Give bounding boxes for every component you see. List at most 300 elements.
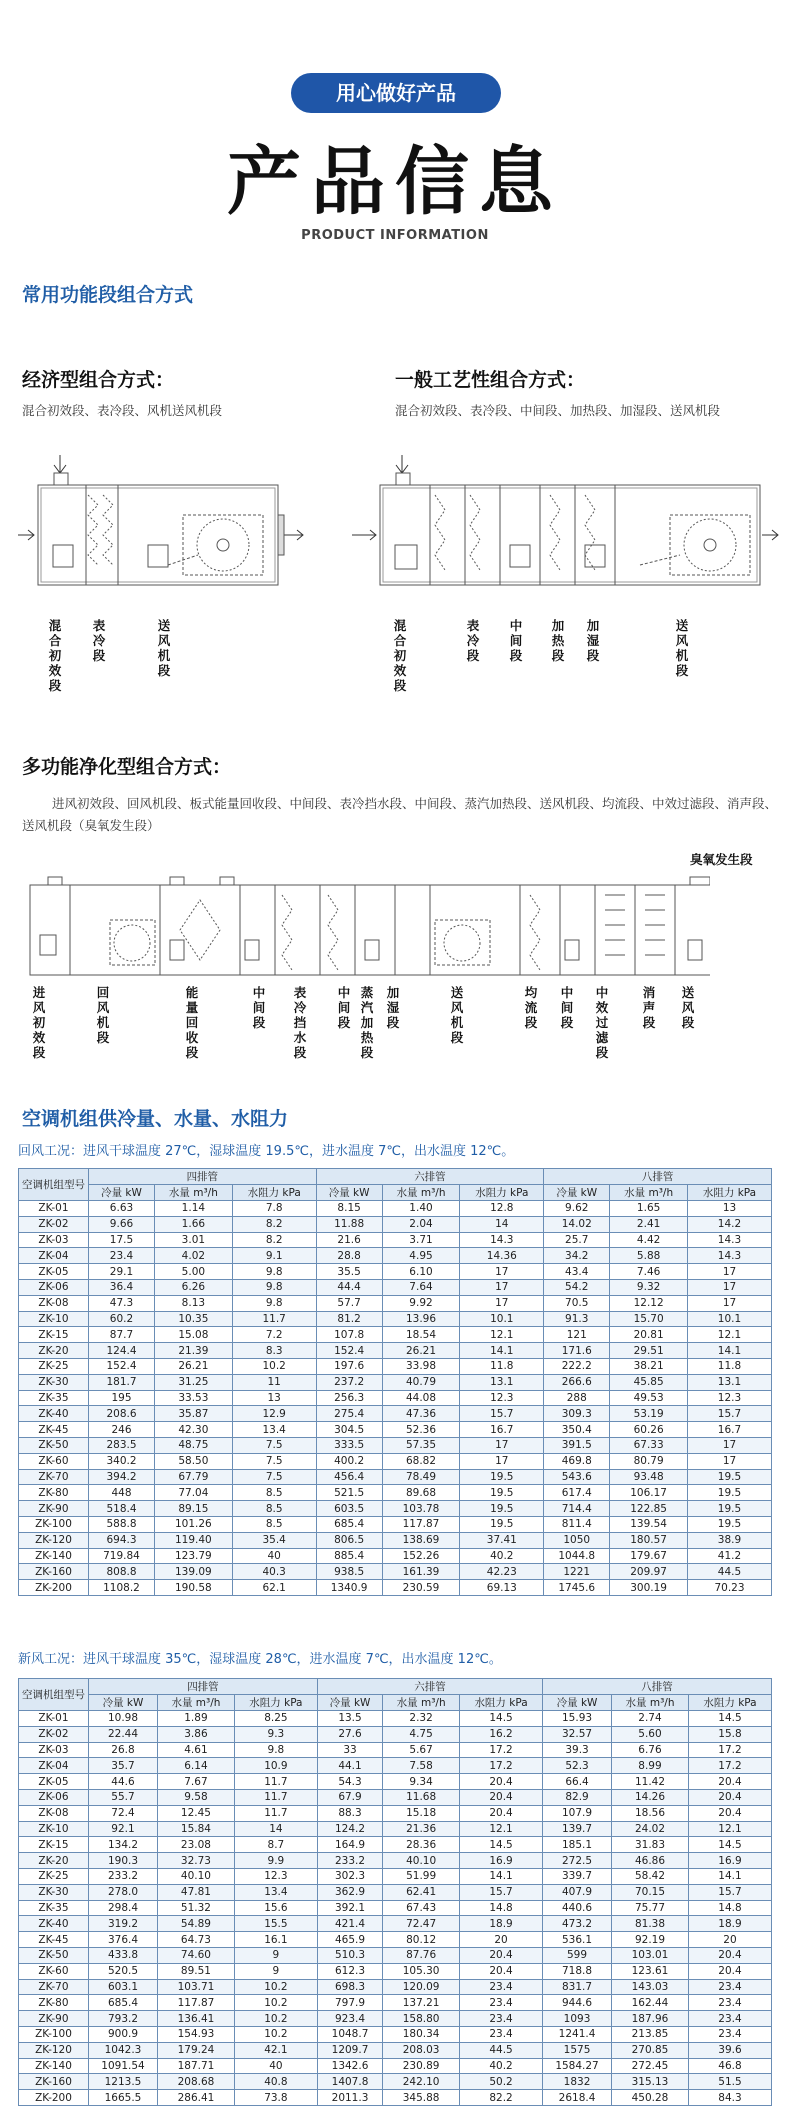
value-cell: 20.4: [460, 1947, 543, 1963]
value-cell: 13.96: [382, 1311, 460, 1327]
value-cell: 9.34: [383, 1774, 460, 1790]
multi-label-12: 中效过滤段: [595, 985, 609, 1060]
general-label-3: 中间段: [509, 618, 523, 663]
value-cell: 18.9: [688, 1916, 771, 1932]
header-sub: 冷量 kW: [317, 1695, 382, 1711]
economy-unit-diagram: [18, 455, 308, 620]
value-cell: 78.49: [382, 1469, 460, 1485]
value-cell: 13.1: [688, 1374, 772, 1390]
value-cell: 7.67: [158, 1774, 235, 1790]
value-cell: 103.78: [382, 1501, 460, 1517]
value-cell: 70.23: [688, 1580, 772, 1596]
value-cell: 17: [688, 1264, 772, 1280]
model-cell: ZK-02: [19, 1216, 89, 1232]
value-cell: 20.4: [460, 1789, 543, 1805]
value-cell: 23.4: [688, 1979, 771, 1995]
value-cell: 18.9: [460, 1916, 543, 1932]
value-cell: 256.3: [316, 1390, 382, 1406]
section-title-capacity: 空调机组供冷量、水量、水阻力: [22, 1108, 289, 1130]
value-cell: 158.80: [383, 2011, 460, 2027]
value-cell: 16.7: [460, 1422, 544, 1438]
value-cell: 885.4: [316, 1548, 382, 1564]
value-cell: 11.7: [232, 1311, 316, 1327]
table-row: [19, 1963, 772, 1979]
value-cell: 171.6: [544, 1343, 610, 1359]
table-row: [19, 1532, 772, 1548]
value-cell: 80.79: [610, 1453, 688, 1469]
value-cell: 38.9: [688, 1532, 772, 1548]
value-cell: 93.48: [610, 1469, 688, 1485]
model-cell: ZK-45: [19, 1932, 89, 1948]
value-cell: 180.57: [610, 1532, 688, 1548]
value-cell: 8.5: [232, 1501, 316, 1517]
value-cell: 70.5: [544, 1295, 610, 1311]
header-sub: 冷量 kW: [544, 1185, 610, 1201]
value-cell: 246: [89, 1422, 155, 1438]
value-cell: 14.3: [688, 1232, 772, 1248]
model-cell: ZK-80: [19, 1995, 89, 2011]
value-cell: 28.8: [316, 1248, 382, 1264]
value-cell: 107.8: [316, 1327, 382, 1343]
value-cell: 6.14: [158, 1758, 235, 1774]
general-heading: 一般工艺性组合方式：: [395, 369, 586, 391]
model-cell: ZK-90: [19, 1501, 89, 1517]
table-row: [19, 1216, 772, 1232]
model-cell: ZK-120: [19, 2042, 89, 2058]
value-cell: 20.4: [688, 1774, 771, 1790]
value-cell: 179.24: [158, 2042, 235, 2058]
value-cell: 685.4: [89, 1995, 158, 2011]
value-cell: 58.42: [612, 1868, 689, 1884]
value-cell: 47.81: [158, 1884, 235, 1900]
value-cell: 213.85: [612, 2026, 689, 2042]
value-cell: 67.43: [383, 1900, 460, 1916]
value-cell: 719.84: [89, 1548, 155, 1564]
value-cell: 302.3: [317, 1868, 382, 1884]
value-cell: 20: [460, 1932, 543, 1948]
value-cell: 120.09: [383, 1979, 460, 1995]
value-cell: 16.2: [460, 1726, 543, 1742]
value-cell: 19.5: [688, 1469, 772, 1485]
value-cell: 14.8: [460, 1900, 543, 1916]
value-cell: 185.1: [543, 1837, 612, 1853]
model-cell: ZK-04: [19, 1758, 89, 1774]
value-cell: 465.9: [317, 1932, 382, 1948]
value-cell: 54.3: [317, 1774, 382, 1790]
value-cell: 44.1: [317, 1758, 382, 1774]
value-cell: 14.1: [688, 1868, 771, 1884]
model-cell: ZK-70: [19, 1469, 89, 1485]
header-sub: 水阻力 kPa: [234, 1695, 317, 1711]
value-cell: 17: [688, 1437, 772, 1453]
value-cell: 230.59: [382, 1580, 460, 1596]
value-cell: 35.5: [316, 1264, 382, 1280]
value-cell: 54.2: [544, 1279, 610, 1295]
value-cell: 40.8: [234, 2074, 317, 2090]
value-cell: 2.74: [612, 1711, 689, 1727]
value-cell: 603.1: [89, 1979, 158, 1995]
multi-label-7: 蒸汽加热段: [360, 985, 374, 1060]
general-label-5: 加湿段: [586, 618, 600, 663]
value-cell: 20.4: [460, 1805, 543, 1821]
value-cell: 89.15: [155, 1501, 233, 1517]
value-cell: 13.5: [317, 1711, 382, 1727]
multi-desc-line2: 送风机段（臭氧发生段）: [22, 818, 160, 833]
value-cell: 300.19: [610, 1580, 688, 1596]
table-row: [19, 1232, 772, 1248]
value-cell: 62.41: [383, 1884, 460, 1900]
value-cell: 33: [317, 1742, 382, 1758]
value-cell: 34.2: [544, 1248, 610, 1264]
value-cell: 9.32: [610, 1279, 688, 1295]
value-cell: 14.1: [688, 1343, 772, 1359]
value-cell: 11.8: [688, 1358, 772, 1374]
table-row: [19, 1868, 772, 1884]
model-cell: ZK-60: [19, 1453, 89, 1469]
value-cell: 40.10: [383, 1853, 460, 1869]
value-cell: 107.9: [543, 1805, 612, 1821]
value-cell: 43.4: [544, 1264, 610, 1280]
model-cell: ZK-200: [19, 1580, 89, 1596]
value-cell: 64.73: [158, 1932, 235, 1948]
value-cell: 11.68: [383, 1789, 460, 1805]
value-cell: 12.3: [460, 1390, 544, 1406]
model-cell: ZK-35: [19, 1900, 89, 1916]
value-cell: 89.68: [382, 1485, 460, 1501]
value-cell: 33.53: [155, 1390, 233, 1406]
model-cell: ZK-20: [19, 1343, 89, 1359]
value-cell: 13: [232, 1390, 316, 1406]
value-cell: 82.9: [543, 1789, 612, 1805]
value-cell: 37.41: [460, 1532, 544, 1548]
economy-label-2: 表冷段: [92, 618, 106, 663]
value-cell: 195: [89, 1390, 155, 1406]
table-row: [19, 1580, 772, 1596]
value-cell: 19.5: [688, 1501, 772, 1517]
value-cell: 588.8: [89, 1516, 155, 1532]
value-cell: 190.3: [89, 1853, 158, 1869]
value-cell: 13: [688, 1201, 772, 1217]
value-cell: 222.2: [544, 1358, 610, 1374]
model-cell: ZK-02: [19, 1726, 89, 1742]
model-cell: ZK-01: [19, 1201, 89, 1217]
value-cell: 23.4: [460, 1979, 543, 1995]
value-cell: 1050: [544, 1532, 610, 1548]
value-cell: 1108.2: [89, 1580, 155, 1596]
general-label-4: 加热段: [551, 618, 565, 663]
model-cell: ZK-20: [19, 1853, 89, 1869]
value-cell: 16.1: [234, 1932, 317, 1948]
value-cell: 272.45: [612, 2058, 689, 2074]
model-cell: ZK-01: [19, 1711, 89, 1727]
model-cell: ZK-10: [19, 1821, 89, 1837]
value-cell: 1340.9: [316, 1580, 382, 1596]
value-cell: 14.8: [688, 1900, 771, 1916]
general-label-1: 混合初效段: [393, 618, 407, 693]
value-cell: 39.6: [688, 2042, 771, 2058]
value-cell: 14.5: [688, 1837, 771, 1853]
value-cell: 12.12: [610, 1295, 688, 1311]
value-cell: 26.8: [89, 1742, 158, 1758]
value-cell: 17: [460, 1437, 544, 1453]
page-subtitle: PRODUCT INFORMATION: [301, 228, 489, 243]
value-cell: 20.81: [610, 1327, 688, 1343]
value-cell: 23.4: [89, 1248, 155, 1264]
multi-label-5: 表冷挡水段: [293, 985, 307, 1060]
table-row: [19, 1789, 772, 1805]
value-cell: 3.71: [382, 1232, 460, 1248]
header-sub: 水阻力 kPa: [688, 1185, 772, 1201]
value-cell: 42.23: [460, 1564, 544, 1580]
value-cell: 8.25: [234, 1711, 317, 1727]
value-cell: 433.8: [89, 1947, 158, 1963]
value-cell: 15.7: [688, 1884, 771, 1900]
section-title-combinations: 常用功能段组合方式: [22, 284, 194, 306]
value-cell: 900.9: [89, 2026, 158, 2042]
header-model: 空调机组型号: [19, 1679, 89, 1711]
value-cell: 4.75: [383, 1726, 460, 1742]
model-cell: ZK-80: [19, 1485, 89, 1501]
value-cell: 23.4: [460, 2011, 543, 2027]
value-cell: 1093: [543, 2011, 612, 2027]
table-row: [19, 1501, 772, 1517]
value-cell: 4.42: [610, 1232, 688, 1248]
value-cell: 1.14: [155, 1201, 233, 1217]
value-cell: 12.8: [460, 1201, 544, 1217]
table-row: [19, 1343, 772, 1359]
value-cell: 714.4: [544, 1501, 610, 1517]
value-cell: 75.77: [612, 1900, 689, 1916]
value-cell: 52.3: [543, 1758, 612, 1774]
value-cell: 278.0: [89, 1884, 158, 1900]
value-cell: 21.6: [316, 1232, 382, 1248]
value-cell: 208.68: [158, 2074, 235, 2090]
value-cell: 4.61: [158, 1742, 235, 1758]
value-cell: 345.88: [383, 2090, 460, 2106]
header-model: 空调机组型号: [19, 1169, 89, 1201]
value-cell: 11.7: [234, 1805, 317, 1821]
header-group: 四排管: [89, 1679, 318, 1695]
value-cell: 5.88: [610, 1248, 688, 1264]
value-cell: 7.2: [232, 1327, 316, 1343]
value-cell: 10.2: [234, 2026, 317, 2042]
value-cell: 448: [89, 1485, 155, 1501]
value-cell: 694.3: [89, 1532, 155, 1548]
value-cell: 315.13: [612, 2074, 689, 2090]
value-cell: 152.26: [382, 1548, 460, 1564]
value-cell: 82.2: [460, 2090, 543, 2106]
model-cell: ZK-25: [19, 1868, 89, 1884]
table-row: [19, 1516, 772, 1532]
value-cell: 440.6: [543, 1900, 612, 1916]
value-cell: 421.4: [317, 1916, 382, 1932]
value-cell: 1584.27: [543, 2058, 612, 2074]
value-cell: 1832: [543, 2074, 612, 2090]
model-cell: ZK-40: [19, 1916, 89, 1932]
value-cell: 81.2: [316, 1311, 382, 1327]
table-row: [19, 2058, 772, 2074]
value-cell: 139.54: [610, 1516, 688, 1532]
value-cell: 1044.8: [544, 1548, 610, 1564]
value-cell: 91.3: [544, 1311, 610, 1327]
value-cell: 19.5: [460, 1516, 544, 1532]
value-cell: 187.71: [158, 2058, 235, 2074]
value-cell: 29.51: [610, 1343, 688, 1359]
economy-heading: 经济型组合方式：: [22, 369, 175, 391]
value-cell: 233.2: [317, 1853, 382, 1869]
value-cell: 68.82: [382, 1453, 460, 1469]
value-cell: 9: [234, 1947, 317, 1963]
value-cell: 13.1: [460, 1374, 544, 1390]
value-cell: 6.26: [155, 1279, 233, 1295]
value-cell: 392.1: [317, 1900, 382, 1916]
capacity-table-fresh-air: [18, 1678, 772, 2106]
value-cell: 298.4: [89, 1900, 158, 1916]
value-cell: 15.93: [543, 1711, 612, 1727]
value-cell: 20.4: [688, 1789, 771, 1805]
value-cell: 137.21: [383, 1995, 460, 2011]
value-cell: 51.32: [158, 1900, 235, 1916]
value-cell: 288: [544, 1390, 610, 1406]
value-cell: 1745.6: [544, 1580, 610, 1596]
value-cell: 7.5: [232, 1437, 316, 1453]
value-cell: 40: [232, 1548, 316, 1564]
value-cell: 685.4: [316, 1516, 382, 1532]
value-cell: 1209.7: [317, 2042, 382, 2058]
value-cell: 283.5: [89, 1437, 155, 1453]
value-cell: 7.58: [383, 1758, 460, 1774]
value-cell: 603.5: [316, 1501, 382, 1517]
value-cell: 17: [688, 1453, 772, 1469]
value-cell: 617.4: [544, 1485, 610, 1501]
value-cell: 14.3: [460, 1232, 544, 1248]
value-cell: 9.9: [234, 1853, 317, 1869]
table-row: [19, 1947, 772, 1963]
model-cell: ZK-50: [19, 1947, 89, 1963]
value-cell: 164.9: [317, 1837, 382, 1853]
value-cell: 154.93: [158, 2026, 235, 2042]
value-cell: 14.3: [688, 1248, 772, 1264]
value-cell: 32.57: [543, 1726, 612, 1742]
value-cell: 208.6: [89, 1406, 155, 1422]
value-cell: 1213.5: [89, 2074, 158, 2090]
value-cell: 26.21: [155, 1358, 233, 1374]
value-cell: 40: [234, 2058, 317, 2074]
value-cell: 20.4: [460, 1963, 543, 1979]
value-cell: 17: [460, 1264, 544, 1280]
value-cell: 12.1: [688, 1327, 772, 1343]
value-cell: 35.87: [155, 1406, 233, 1422]
header-sub: 水阻力 kPa: [688, 1695, 771, 1711]
value-cell: 121: [544, 1327, 610, 1343]
value-cell: 2618.4: [543, 2090, 612, 2106]
multi-desc-line1: 进风初效段、回风机段、板式能量回收段、中间段、表冷挡水段、中间段、蒸汽加热段、送风机段、均流段、中效过滤段、消声段、: [52, 796, 778, 811]
value-cell: 266.6: [544, 1374, 610, 1390]
value-cell: 123.79: [155, 1548, 233, 1564]
value-cell: 811.4: [544, 1516, 610, 1532]
value-cell: 11.7: [234, 1774, 317, 1790]
value-cell: 17: [460, 1279, 544, 1295]
value-cell: 12.1: [460, 1821, 543, 1837]
value-cell: 304.5: [316, 1422, 382, 1438]
table-row: [19, 1884, 772, 1900]
value-cell: 88.3: [317, 1805, 382, 1821]
value-cell: 72.4: [89, 1805, 158, 1821]
multi-label-3: 能量回收段: [185, 985, 199, 1060]
value-cell: 270.85: [612, 2042, 689, 2058]
table-row: [19, 1821, 772, 1837]
value-cell: 9.8: [232, 1279, 316, 1295]
value-cell: 1091.54: [89, 2058, 158, 2074]
economy-desc: 混合初效段、表冷段、风机送风机段: [22, 403, 223, 418]
value-cell: 47.36: [382, 1406, 460, 1422]
table-row: [19, 1853, 772, 1869]
table-row: [19, 2011, 772, 2027]
value-cell: 35.4: [232, 1532, 316, 1548]
model-cell: ZK-04: [19, 1248, 89, 1264]
value-cell: 391.5: [544, 1437, 610, 1453]
table-row: [19, 1469, 772, 1485]
value-cell: 793.2: [89, 2011, 158, 2027]
value-cell: 16.9: [460, 1853, 543, 1869]
value-cell: 1.66: [155, 1216, 233, 1232]
value-cell: 14.1: [460, 1343, 544, 1359]
value-cell: 450.28: [612, 2090, 689, 2106]
table-row: [19, 1390, 772, 1406]
value-cell: 52.36: [382, 1422, 460, 1438]
value-cell: 1042.3: [89, 2042, 158, 2058]
value-cell: 3.86: [158, 1726, 235, 1742]
header-sub: 水阻力 kPa: [460, 1695, 543, 1711]
table-row: [19, 1485, 772, 1501]
model-cell: ZK-25: [19, 1358, 89, 1374]
value-cell: 698.3: [317, 1979, 382, 1995]
multi-label-10: 均流段: [524, 985, 538, 1030]
header-sub: 水量 m³/h: [383, 1695, 460, 1711]
economy-label-3: 送风机段: [157, 618, 171, 678]
value-cell: 12.3: [234, 1868, 317, 1884]
general-label-6: 送风机段: [675, 618, 689, 678]
value-cell: 17: [688, 1295, 772, 1311]
value-cell: 12.9: [232, 1406, 316, 1422]
value-cell: 152.4: [89, 1358, 155, 1374]
value-cell: 23.4: [688, 1995, 771, 2011]
model-cell: ZK-05: [19, 1264, 89, 1280]
value-cell: 122.85: [610, 1501, 688, 1517]
value-cell: 10.1: [688, 1311, 772, 1327]
value-cell: 23.4: [688, 2026, 771, 2042]
value-cell: 197.6: [316, 1358, 382, 1374]
value-cell: 51.99: [383, 1868, 460, 1884]
value-cell: 340.2: [89, 1453, 155, 1469]
value-cell: 44.5: [460, 2042, 543, 2058]
multi-label-14: 送风段: [681, 985, 695, 1030]
general-unit-diagram: [350, 455, 780, 620]
value-cell: 4.95: [382, 1248, 460, 1264]
table1-condition: 回风工况：进风干球温度 27℃，湿球温度 19.5℃，进水温度 7℃，出水温度 12℃。: [18, 1144, 515, 1159]
value-cell: 152.4: [316, 1343, 382, 1359]
model-cell: ZK-05: [19, 1774, 89, 1790]
value-cell: 923.4: [317, 2011, 382, 2027]
value-cell: 70.15: [612, 1884, 689, 1900]
value-cell: 1048.7: [317, 2026, 382, 2042]
header-pill: 用心做好产品: [291, 73, 501, 113]
value-cell: 41.2: [688, 1548, 772, 1564]
header-sub: 冷量 kW: [89, 1695, 158, 1711]
value-cell: 46.86: [612, 1853, 689, 1869]
model-cell: ZK-03: [19, 1232, 89, 1248]
value-cell: 362.9: [317, 1884, 382, 1900]
